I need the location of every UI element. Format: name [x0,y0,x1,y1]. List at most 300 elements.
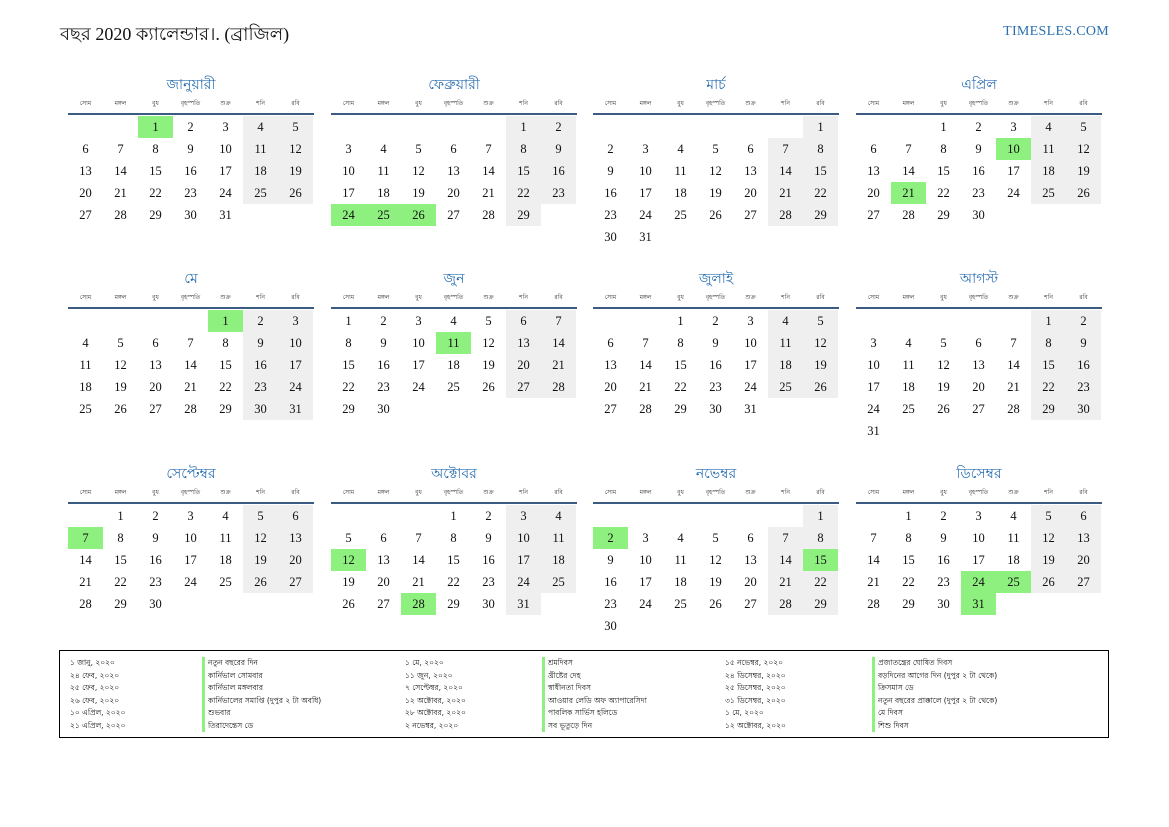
day-cell: 12 [412,164,425,178]
day-cell: 7 [905,142,912,156]
day-cell: 7 [541,310,576,332]
day-cell: 28 [1007,402,1020,416]
empty-cell [698,116,733,138]
day-cell: 1 [940,120,947,134]
day-cell: 9 [975,142,982,156]
weekday-label: শুক্র [483,489,494,496]
day-cell: 16 [1066,354,1101,376]
day-cell: 26 [342,597,355,611]
weekday-header [331,292,577,309]
day-cell: 9 [607,164,614,178]
weekday-label: শুক্র [220,489,231,496]
day-cell: 24 [639,597,652,611]
day-cell: 4 [1031,116,1066,138]
weekday-label: শুক্র [745,100,756,107]
holiday-day-cell: 25 [366,204,401,226]
day-cell: 21 [639,380,652,394]
day-grid [331,310,577,420]
empty-cell [138,310,173,332]
day-cell: 5 [485,314,492,328]
holiday-date: ২৮ অক্টোবর, ২০২০ [405,708,466,717]
day-cell: 1 [803,505,838,527]
day-cell: 11 [674,553,687,567]
day-grid [593,116,839,248]
holiday-day-cell: 1 [208,310,243,332]
holiday-date: ১২ অক্টোবর, ২০২০ [725,720,786,730]
day-cell: 24 [744,380,757,394]
weekday-label: বৃহস্পতি [968,489,989,496]
day-cell: 29 [447,597,460,611]
holiday-date: ২ নভেম্বর, ২০২০ [405,720,459,730]
weekday-label: মঙ্গল [114,489,127,496]
day-cell: 26 [243,571,278,593]
empty-cell [628,310,663,332]
weekday-label: শুক্র [745,489,756,496]
weekday-header [331,487,577,504]
empty-cell [768,398,803,420]
day-cell: 12 [1066,138,1101,160]
holiday-day-cell: 28 [401,593,436,615]
day-cell: 9 [940,531,947,545]
day-cell: 10 [412,336,425,350]
day-cell: 8 [117,531,124,545]
day-cell: 3 [278,310,313,332]
day-cell: 5 [712,531,719,545]
day-cell: 4 [677,531,684,545]
day-cell: 21 [1007,380,1020,394]
day-cell: 13 [744,553,757,567]
day-cell: 2 [187,120,194,134]
day-cell: 10 [278,332,313,354]
day-cell: 1 [345,314,352,328]
empty-cell [926,420,961,442]
weekday-label: সোম [867,294,880,301]
day-cell: 21 [541,354,576,376]
day-cell: 3 [222,120,229,134]
month-3 [593,74,839,248]
month-5 [68,268,314,420]
day-cell: 31 [744,402,757,416]
weekday-label: রবি [1079,294,1088,301]
weekday-label: বৃহস্পতি [180,100,201,107]
holiday-name: তিরাদেন্তেস ডে [202,720,321,733]
day-cell: 30 [482,597,495,611]
holiday-day-cell: 24 [331,204,366,226]
empty-cell [401,116,436,138]
day-cell: 26 [482,380,495,394]
holiday-date: ৭ সেপ্টেম্বর, ২০২০ [405,683,463,692]
empty-cell [1031,204,1066,226]
day-cell: 6 [506,310,541,332]
day-cell: 6 [747,531,754,545]
holiday-list [59,650,1109,738]
day-cell: 29 [342,402,355,416]
empty-cell [803,226,838,248]
day-cell: 26 [803,376,838,398]
holiday-name: ক্রিসমাস ডে [872,682,997,695]
weekday-label: বুধ [940,100,947,107]
day-cell: 21 [79,575,92,589]
day-cell: 18 [541,549,576,571]
weekday-label: বুধ [415,100,422,107]
day-cell: 27 [506,376,541,398]
day-cell: 30 [1066,398,1101,420]
holiday-day-cell: 11 [436,332,471,354]
weekday-label: বৃহস্পতি [705,100,726,107]
day-cell: 16 [604,186,617,200]
empty-cell [103,310,138,332]
weekday-label: সোম [79,100,92,107]
site-link[interactable]: TIMESLES.COM [1003,24,1109,39]
day-cell: 5 [1031,505,1066,527]
weekday-label: রবি [554,489,563,496]
empty-cell [278,593,313,615]
day-cell: 12 [937,358,950,372]
holiday-date: ২১ এপ্রিল, ২০২০ [70,720,126,730]
day-cell: 18 [243,160,278,182]
day-cell: 19 [803,354,838,376]
day-cell: 25 [674,597,687,611]
day-cell: 23 [243,376,278,398]
holiday-name: শুভবার [202,707,321,720]
holiday-dates-col-1 [70,657,125,732]
day-cell: 11 [1007,531,1020,545]
holiday-day-cell: 12 [331,549,366,571]
day-cell: 25 [219,575,232,589]
day-cell: 17 [972,553,985,567]
holiday-name: শিশু দিবস [872,720,997,733]
day-cell: 24 [506,571,541,593]
day-cell: 13 [447,164,460,178]
day-cell: 9 [243,332,278,354]
weekday-label: মঙ্গল [377,100,390,107]
day-cell: 13 [867,164,880,178]
day-cell: 15 [1031,354,1066,376]
month-10 [331,463,577,615]
month-name: নভেম্বর [695,466,737,482]
day-cell: 13 [506,332,541,354]
weekday-label: রবি [816,100,825,107]
day-cell: 22 [937,186,950,200]
weekday-label: শুক্র [483,100,494,107]
day-cell: 29 [149,208,162,222]
day-cell: 1 [506,116,541,138]
day-cell: 8 [152,142,159,156]
day-cell: 7 [117,142,124,156]
holiday-name: সব ভূতুড়ে দিন [542,720,647,733]
holiday-date: ২৪ ডিসেম্বর, ২০২০ [725,670,786,680]
day-cell: 7 [870,531,877,545]
empty-cell [803,398,838,420]
day-cell: 20 [278,549,313,571]
empty-cell [996,310,1031,332]
day-cell: 27 [867,208,880,222]
day-cell: 18 [1031,160,1066,182]
holiday-name: প্রজাতন্ত্রের ঘোষিত দিবস [872,657,997,670]
day-cell: 11 [219,531,232,545]
month-11 [593,463,839,637]
month-7 [593,268,839,420]
empty-cell [996,420,1031,442]
day-cell: 23 [937,575,950,589]
month-name: আগস্ট [959,271,999,287]
day-cell: 31 [278,398,313,420]
holiday-day-cell: 31 [961,593,996,615]
day-cell: 25 [1031,182,1066,204]
month-name: এপ্রিল [961,77,997,93]
day-cell: 16 [243,354,278,376]
empty-cell [961,420,996,442]
day-cell: 9 [485,531,492,545]
day-cell: 22 [342,380,355,394]
day-cell: 11 [79,358,92,372]
day-cell: 6 [607,336,614,350]
day-cell: 26 [1066,182,1101,204]
day-cell: 19 [1031,549,1066,571]
day-cell: 27 [79,208,92,222]
day-cell: 3 [506,505,541,527]
day-cell: 27 [972,402,985,416]
holiday-name: বড়দিনের আগের দিন (দুপুর ২ টা থেকে) [872,670,997,683]
day-cell: 20 [744,575,757,589]
day-cell: 6 [380,531,387,545]
day-cell: 2 [243,310,278,332]
day-cell: 8 [450,531,457,545]
empty-cell [733,615,768,637]
day-cell: 6 [870,142,877,156]
day-cell: 25 [674,208,687,222]
day-cell: 17 [278,354,313,376]
day-cell: 26 [937,402,950,416]
weekday-label: রবি [291,489,300,496]
empty-cell [593,310,628,332]
day-cell: 29 [803,593,838,615]
weekday-label: মঙ্গল [114,294,127,301]
day-cell: 13 [972,358,985,372]
day-cell: 17 [867,380,880,394]
day-cell: 17 [342,186,355,200]
day-cell: 13 [1066,527,1101,549]
empty-cell [1066,593,1101,615]
empty-cell [593,505,628,527]
weekday-header [593,98,839,115]
day-cell: 23 [604,208,617,222]
weekday-header [856,487,1102,504]
holiday-dates-col-2 [405,657,466,732]
empty-cell [698,226,733,248]
weekday-label: বৃহস্পতি [180,489,201,496]
day-cell: 19 [482,358,495,372]
empty-cell [331,505,366,527]
weekday-label: সোম [79,294,92,301]
empty-cell [243,204,278,226]
day-cell: 13 [604,358,617,372]
day-cell: 15 [506,160,541,182]
day-cell: 1 [677,314,684,328]
empty-cell [436,398,471,420]
empty-cell [628,505,663,527]
weekday-label: মঙ্গল [377,489,390,496]
weekday-label: বুধ [677,100,684,107]
month-2 [331,74,577,226]
day-cell: 5 [117,336,124,350]
empty-cell [891,420,926,442]
weekday-label: মঙ্গল [639,100,652,107]
day-cell: 2 [940,509,947,523]
holiday-name: আওয়ার লেডি অফ অ্যাপারেসিদা [542,695,647,708]
weekday-label: বৃহস্পতি [705,294,726,301]
weekday-label: সোম [867,100,880,107]
day-cell: 20 [972,380,985,394]
day-cell: 9 [187,142,194,156]
holiday-names-col-3 [872,657,997,732]
day-grid [331,505,577,615]
day-cell: 10 [342,164,355,178]
empty-cell [541,204,576,226]
holiday-day-cell: 21 [891,182,926,204]
empty-cell [961,310,996,332]
day-cell: 20 [79,186,92,200]
holiday-name: পাবলিক সার্ভিস হলিডে [542,707,647,720]
day-cell: 8 [1031,332,1066,354]
empty-cell [68,505,103,527]
day-cell: 3 [415,314,422,328]
weekday-header [856,98,1102,115]
empty-cell [1066,420,1101,442]
day-cell: 2 [1066,310,1101,332]
day-cell: 16 [972,164,985,178]
day-cell: 23 [482,575,495,589]
day-cell: 24 [184,575,197,589]
day-cell: 10 [639,164,652,178]
weekday-label: মঙ্গল [902,100,915,107]
day-cell: 23 [377,380,390,394]
day-cell: 2 [975,120,982,134]
weekday-label: বৃহস্পতি [443,100,464,107]
empty-cell [366,505,401,527]
weekday-header [331,98,577,115]
weekday-label: সোম [867,489,880,496]
day-cell: 5 [243,505,278,527]
weekday-label: মঙ্গল [377,294,390,301]
weekday-label: রবি [291,294,300,301]
day-cell: 25 [902,402,915,416]
holiday-date: ২৬ ফেব, ২০২০ [70,695,120,705]
day-cell: 8 [940,142,947,156]
empty-cell [698,505,733,527]
empty-cell [856,116,891,138]
empty-cell [996,593,1031,615]
day-cell: 23 [604,597,617,611]
day-cell: 15 [674,358,687,372]
day-cell: 11 [541,527,576,549]
holiday-name: কার্নিভাল মঙ্গলবার [202,682,321,695]
weekday-header [68,487,314,504]
day-cell: 5 [345,531,352,545]
day-cell: 5 [940,336,947,350]
weekday-label: শনি [781,489,790,496]
day-cell: 15 [447,553,460,567]
day-cell: 19 [709,186,722,200]
weekday-label: মঙ্গল [639,489,652,496]
day-cell: 4 [905,336,912,350]
day-cell: 4 [380,142,387,156]
weekday-label: বুধ [940,294,947,301]
day-cell: 14 [867,553,880,567]
empty-cell [803,615,838,637]
day-cell: 22 [1031,376,1066,398]
day-cell: 22 [219,380,232,394]
day-cell: 11 [1031,138,1066,160]
day-cell: 3 [1010,120,1017,134]
day-cell: 29 [902,597,915,611]
day-cell: 30 [149,597,162,611]
day-cell: 30 [604,619,617,633]
day-cell: 18 [902,380,915,394]
day-cell: 15 [114,553,127,567]
empty-cell [593,116,628,138]
day-cell: 18 [674,575,687,589]
day-cell: 2 [712,314,719,328]
empty-cell [366,116,401,138]
empty-cell [768,116,803,138]
day-cell: 16 [937,553,950,567]
day-cell: 29 [219,402,232,416]
day-cell: 20 [447,186,460,200]
weekday-label: বৃহস্পতি [705,489,726,496]
month-name: ডিসেম্বর [956,466,1002,482]
day-cell: 4 [243,116,278,138]
weekday-label: বুধ [152,100,159,107]
day-cell: 16 [149,553,162,567]
weekday-label: রবি [816,489,825,496]
day-cell: 15 [149,164,162,178]
day-cell: 7 [187,336,194,350]
day-cell: 19 [114,380,127,394]
month-9 [68,463,314,615]
day-cell: 30 [937,597,950,611]
day-cell: 28 [482,208,495,222]
day-cell: 18 [768,354,803,376]
day-cell: 21 [482,186,495,200]
day-cell: 3 [345,142,352,156]
day-cell: 2 [380,314,387,328]
empty-cell [733,505,768,527]
day-cell: 27 [604,402,617,416]
month-8 [856,268,1102,442]
day-cell: 18 [79,380,92,394]
weekday-label: রবি [554,100,563,107]
day-cell: 8 [345,336,352,350]
weekday-label: শনি [256,489,265,496]
day-cell: 28 [768,593,803,615]
holiday-names-col-2 [542,657,647,732]
day-cell: 14 [184,358,197,372]
day-cell: 17 [744,358,757,372]
day-cell: 16 [482,553,495,567]
day-grid [68,116,314,226]
empty-cell [1031,420,1066,442]
day-cell: 8 [803,527,838,549]
day-cell: 16 [604,575,617,589]
empty-cell [996,204,1031,226]
day-cell: 20 [604,380,617,394]
day-cell: 18 [219,553,232,567]
day-cell: 23 [541,182,576,204]
empty-cell [471,116,506,138]
day-cell: 14 [902,164,915,178]
day-cell: 17 [219,164,232,178]
